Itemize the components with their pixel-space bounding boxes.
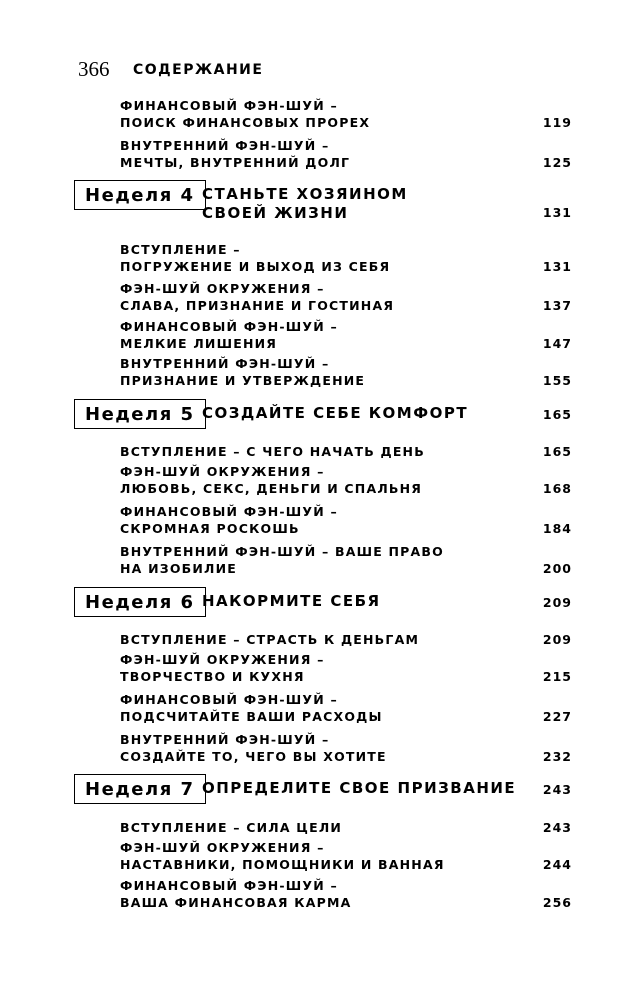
entry-page-number: 155 xyxy=(542,373,572,388)
entry-page-number: 119 xyxy=(542,115,572,130)
week-title-line: СОЗДАЙТЕ СЕБЕ КОМФОРТ xyxy=(202,404,469,422)
week-label-box: Неделя 6 xyxy=(74,587,206,617)
entry-page-number: 227 xyxy=(542,709,572,724)
entry-page-number: 244 xyxy=(542,857,572,872)
entry-title xyxy=(120,631,572,648)
entry-title xyxy=(120,543,572,577)
entry-title-line: МЕЧТЫ, ВНУТРЕННИЙ ДОЛГ xyxy=(120,155,351,170)
toc-entry xyxy=(120,443,572,460)
toc-entry xyxy=(120,631,572,648)
week-page-number: 131 xyxy=(542,205,572,220)
entry-title-line: ВСТУПЛЕНИЕ – СИЛА ЦЕЛИ xyxy=(120,820,343,835)
toc-entry xyxy=(120,731,572,765)
entry-title xyxy=(120,651,572,685)
week-label-box: Неделя 7 xyxy=(74,774,206,804)
entry-title-line: НАСТАВНИКИ, ПОМОЩНИКИ И ВАННАЯ xyxy=(120,857,445,872)
entry-title xyxy=(120,280,572,314)
entry-title xyxy=(120,318,572,352)
entry-page-number: 125 xyxy=(542,155,572,170)
toc-entry xyxy=(120,137,572,171)
entry-page-number: 215 xyxy=(542,669,572,684)
entry-title xyxy=(120,241,572,275)
week-title-line: СВОЕЙ ЖИЗНИ xyxy=(202,204,349,222)
entry-title-line: ВНУТРЕННИЙ ФЭН-ШУЙ – xyxy=(120,732,330,747)
week-title-line: НАКОРМИТЕ СЕБЯ xyxy=(202,592,381,610)
entry-title-line: ПРИЗНАНИЕ И УТВЕРЖДЕНИЕ xyxy=(120,373,366,388)
entry-title xyxy=(120,877,572,911)
week-title xyxy=(202,404,468,423)
entry-title xyxy=(120,137,572,171)
entry-page-number: 165 xyxy=(542,444,572,459)
entry-title xyxy=(120,97,572,131)
toc-entry xyxy=(120,503,572,537)
week-page-number: 165 xyxy=(542,407,572,422)
entry-title xyxy=(120,691,572,725)
entry-title-line: НА ИЗОБИЛИЕ xyxy=(120,561,238,576)
entry-title-line: ПОИСК ФИНАНСОВЫХ ПРОРЕХ xyxy=(120,115,371,130)
entry-title xyxy=(120,463,572,497)
toc-entry xyxy=(120,691,572,725)
entry-page-number: 184 xyxy=(542,521,572,536)
entry-page-number: 243 xyxy=(542,820,572,835)
week-title-line: СТАНЬТЕ ХОЗЯИНОМ xyxy=(202,185,408,203)
entry-page-number: 131 xyxy=(542,259,572,274)
entry-title xyxy=(120,731,572,765)
week-page-number: 243 xyxy=(542,782,572,797)
toc-entry xyxy=(120,839,572,873)
entry-title-line: ВСТУПЛЕНИЕ – xyxy=(120,242,241,257)
week-title xyxy=(202,185,408,223)
entry-page-number: 232 xyxy=(542,749,572,764)
toc-entry xyxy=(120,463,572,497)
entry-title-line: ФИНАНСОВЫЙ ФЭН-ШУЙ – xyxy=(120,319,338,334)
entry-title-line: МЕЛКИЕ ЛИШЕНИЯ xyxy=(120,336,278,351)
entry-title-line: ФЭН-ШУЙ ОКРУЖЕНИЯ – xyxy=(120,652,325,667)
entry-title-line: ВНУТРЕННИЙ ФЭН-ШУЙ – xyxy=(120,138,330,153)
toc-entry xyxy=(120,651,572,685)
toc-entry xyxy=(120,280,572,314)
week-title xyxy=(202,592,381,611)
entry-page-number: 147 xyxy=(542,336,572,351)
entry-title-line: ТВОРЧЕСТВО И КУХНЯ xyxy=(120,669,305,684)
entry-title-line: ПОГРУЖЕНИЕ И ВЫХОД ИЗ СЕБЯ xyxy=(120,259,391,274)
entry-title xyxy=(120,443,572,460)
entry-title-line: ФИНАНСОВЫЙ ФЭН-ШУЙ – xyxy=(120,878,338,893)
week-title xyxy=(202,779,516,798)
entry-title xyxy=(120,819,572,836)
entry-page-number: 137 xyxy=(542,298,572,313)
entry-title-line: ФЭН-ШУЙ ОКРУЖЕНИЯ – xyxy=(120,281,325,296)
entry-title xyxy=(120,839,572,873)
entry-title xyxy=(120,355,572,389)
entry-page-number: 168 xyxy=(542,481,572,496)
toc-entry xyxy=(120,355,572,389)
entry-title-line: ВНУТРЕННИЙ ФЭН-ШУЙ – ВАШЕ ПРАВО xyxy=(120,544,444,559)
week-title-line: ОПРЕДЕЛИТЕ СВОЕ ПРИЗВАНИЕ xyxy=(202,779,517,797)
toc-entry xyxy=(120,241,572,275)
entry-title-line: ВАША ФИНАНСОВАЯ КАРМА xyxy=(120,895,352,910)
entry-title-line: ФЭН-ШУЙ ОКРУЖЕНИЯ – xyxy=(120,464,325,479)
entry-title-line: ФИНАНСОВЫЙ ФЭН-ШУЙ – xyxy=(120,98,338,113)
entry-title-line: ВСТУПЛЕНИЕ – СТРАСТЬ К ДЕНЬГАМ xyxy=(120,632,420,647)
entry-title-line: СОЗДАЙТЕ ТО, ЧЕГО ВЫ ХОТИТЕ xyxy=(120,749,387,764)
entry-title-line: ВНУТРЕННИЙ ФЭН-ШУЙ – xyxy=(120,356,330,371)
entry-title xyxy=(120,503,572,537)
toc-entry xyxy=(120,819,572,836)
entry-page-number: 200 xyxy=(542,561,572,576)
page-number: 366 xyxy=(78,57,110,81)
entry-title-line: ФЭН-ШУЙ ОКРУЖЕНИЯ – xyxy=(120,840,325,855)
entry-title-line: ВСТУПЛЕНИЕ – С ЧЕГО НАЧАТЬ ДЕНЬ xyxy=(120,444,425,459)
toc-entry xyxy=(120,97,572,131)
entry-title-line: ФИНАНСОВЫЙ ФЭН-ШУЙ – xyxy=(120,504,338,519)
toc-entry xyxy=(120,877,572,911)
entry-title-line: ПОДСЧИТАЙТЕ ВАШИ РАСХОДЫ xyxy=(120,709,383,724)
entry-title-line: ЛЮБОВЬ, СЕКС, ДЕНЬГИ И СПАЛЬНЯ xyxy=(120,481,423,496)
week-label-box: Неделя 5 xyxy=(74,399,206,429)
entry-title-line: СЛАВА, ПРИЗНАНИЕ И ГОСТИНАЯ xyxy=(120,298,395,313)
toc-entry xyxy=(120,543,572,577)
week-label-box: Неделя 4 xyxy=(74,180,206,210)
entry-page-number: 209 xyxy=(542,632,572,647)
toc-entry xyxy=(120,318,572,352)
entry-page-number: 256 xyxy=(542,895,572,910)
entry-title-line: СКРОМНАЯ РОСКОШЬ xyxy=(120,521,300,536)
week-page-number: 209 xyxy=(542,595,572,610)
running-title: СОДЕРЖАНИЕ xyxy=(133,62,264,78)
entry-title-line: ФИНАНСОВЫЙ ФЭН-ШУЙ – xyxy=(120,692,338,707)
